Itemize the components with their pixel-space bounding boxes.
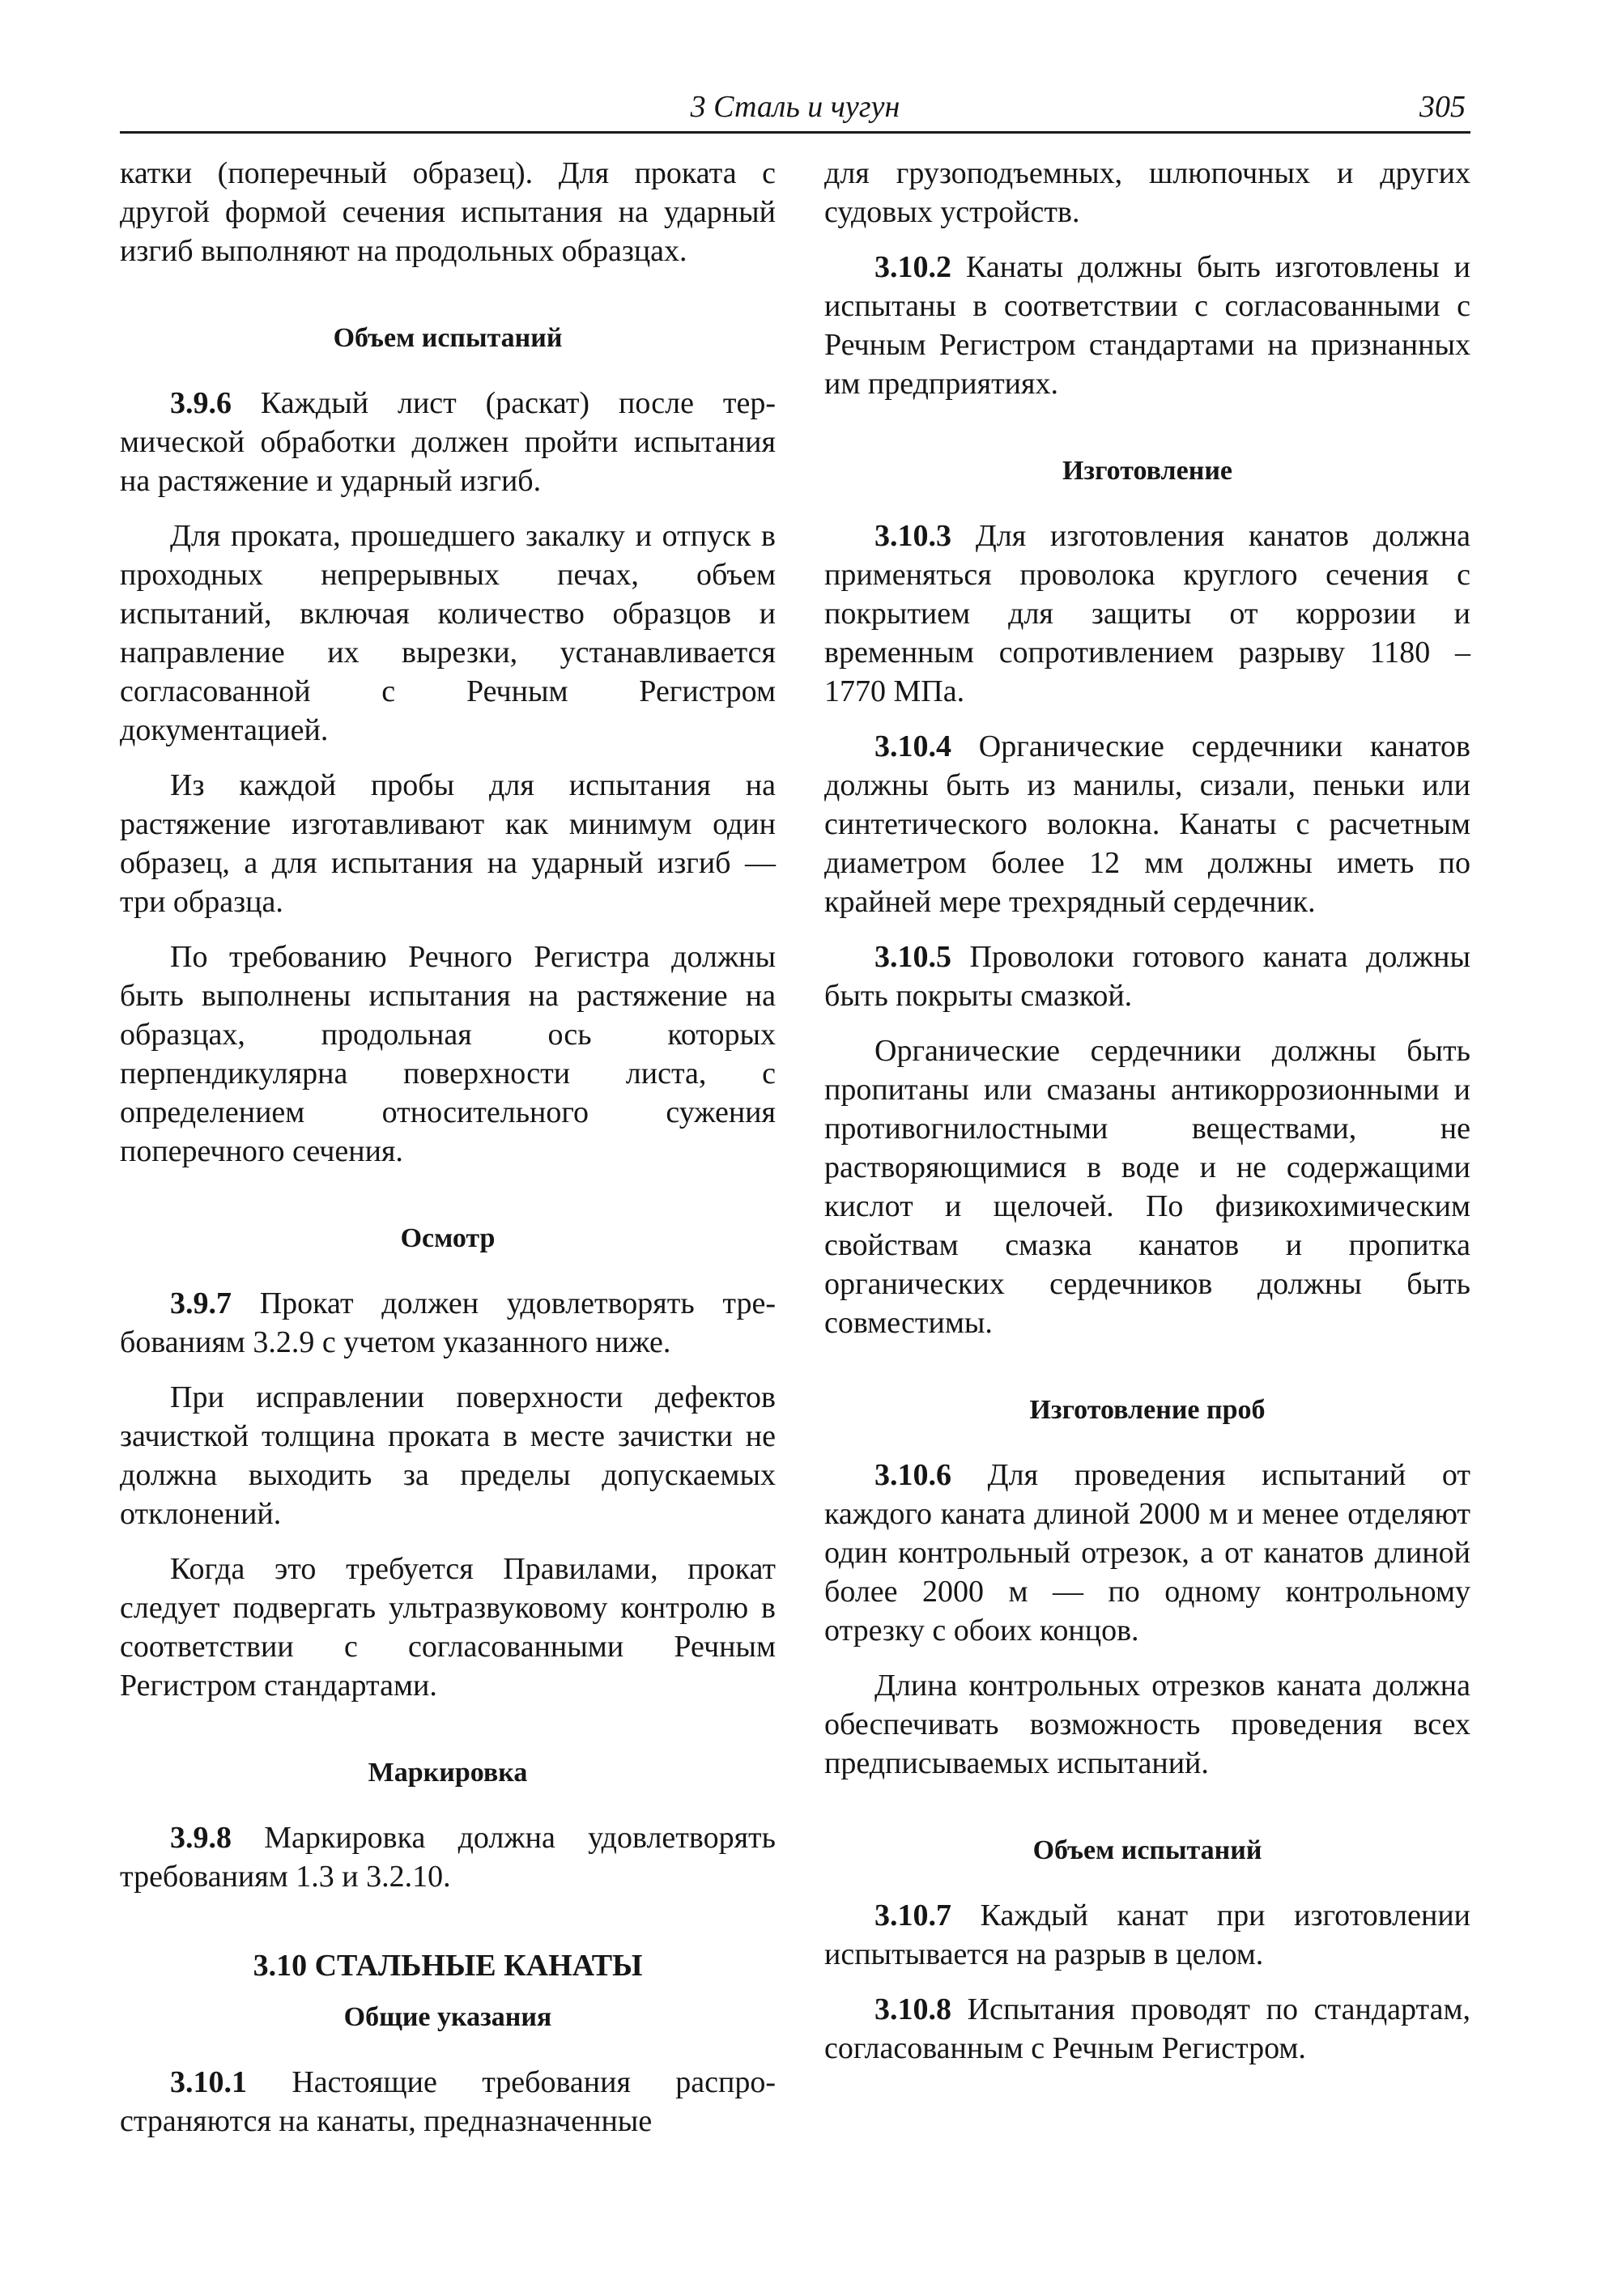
clause-number: 3.10.7 <box>874 1898 951 1932</box>
paragraph <box>120 2063 776 2141</box>
clause-number: 3.10.4 <box>874 729 951 763</box>
clause-number: 3.9.7 <box>170 1286 232 1320</box>
paragraph: Когда это требуется Правилами, прокат следует подвергать ультразвуковому контролю в соответствии с согласованными Речным Регистром стандартами. <box>120 1552 776 1703</box>
paragraph <box>824 1990 1470 2068</box>
clause-text: Каждый лист (раскат) после термической обработки должен пройти испытания на растяжение и ударный изгиб. <box>120 386 776 498</box>
page-header <box>120 81 1470 134</box>
paragraph <box>824 727 1470 921</box>
clause-number: 3.10.8 <box>874 1992 951 2026</box>
right-column <box>824 154 1470 2084</box>
clause-text: Настоящие требования распространяются на канаты, предназначенные <box>120 2065 776 2138</box>
paragraph: для грузоподъемных, шлюпочных и других судовых устройств. <box>824 156 1470 229</box>
paragraph: катки (поперечный образец). Для проката с другой формой сечения испытания на ударный изгиб выполняют на продольных образцах. <box>120 156 776 268</box>
paragraph: По требованию Речного Регистра должны быть выполнены испытания на растяжение на образцах, продольная ось которых перпендикулярна поверхности листа, с определением относительного сужения поперечного сечения. <box>120 940 776 1168</box>
clause-text: Каждый канат при изготовлении испытывается на разрыв в целом. <box>824 1898 1470 1971</box>
section-heading: Объем испытаний <box>1032 1835 1262 1865</box>
section-heading: Объем испытаний <box>333 323 563 353</box>
section-heading: Изготовление проб <box>1029 1395 1266 1425</box>
left-column <box>120 154 776 2157</box>
paragraph <box>824 517 1470 711</box>
section-heading: Маркировка <box>368 1758 528 1788</box>
clause-text: Прокат должен удовлетворять требованиям 3.2.9 с учетом указанного ниже. <box>120 1286 776 1359</box>
clause-text: Проволоки готового каната должны быть покрыты смазкой. <box>824 940 1470 1013</box>
chapter-heading: 3.10 СТАЛЬНЫЕ КАНАТЫ <box>253 1949 643 1983</box>
clause-text: Испытания проводят по стандартам, согласованным с Речным Регистром. <box>824 1992 1470 2065</box>
section-heading: Осмотр <box>400 1223 496 1253</box>
paragraph <box>824 248 1470 403</box>
clause-text: Маркировка должна удовлетворять требованиям 1.3 и 3.2.10. <box>120 1821 776 1894</box>
paragraph <box>824 1456 1470 1650</box>
clause-number: 3.10.1 <box>170 2065 247 2099</box>
clause-number: 3.9.6 <box>170 386 232 420</box>
page-number: 305 <box>1419 90 1466 124</box>
paragraph <box>824 1896 1470 1974</box>
clause-text: Для проведения испытаний от каждого каната длиной 2000 м и менее отделяют один контрольный отрезок, а от канатов длиной более 2000 м — по одному контрольному отрезку с обоих концов. <box>824 1458 1470 1648</box>
clause-number: 3.10.5 <box>874 940 951 974</box>
clause-number: 3.10.3 <box>874 519 951 553</box>
paragraph: При исправлении поверхности дефектов зачисткой толщина проката в месте зачистки не должна выходить за пределы допускаемых отклонений. <box>120 1380 776 1531</box>
paragraph <box>120 384 776 500</box>
paragraph: Длина контрольных отрезков каната должна обеспечивать возможность проведения всех предписываемых испытаний. <box>824 1669 1470 1780</box>
clause-text: Для изготовления канатов должна применяться проволока круглого сечения с покрытием для защиты от коррозии и временным сопротивлением разрыву 1180 – 1770 МПа. <box>824 519 1470 708</box>
clause-text: Органические сердечники канатов должны быть из манилы, сизали, пеньки или синтетического волокна. Канаты с расчетным диаметром более 12 мм должны иметь по крайней мере трехрядный сердечник. <box>824 729 1470 919</box>
section-heading: Общие указания <box>343 2002 552 2032</box>
paragraph <box>120 1818 776 1896</box>
paragraph <box>824 938 1470 1015</box>
section-heading: Изготовление <box>1062 456 1232 486</box>
paragraph: Для проката, прошедшего закалку и отпуск в проходных непрерывных печах, объем испытаний, включая количество образцов и направление их вырезки, устанавливается согласованной с Речным Регистром документацией. <box>120 519 776 747</box>
paragraph: Из каждой пробы для испытания на растяжение изготавливают как минимум один образец, а для испытания на ударный изгиб — три образца. <box>120 768 776 919</box>
paragraph: Органические сердечники должны быть пропитаны или смазаны антикоррозионными и противогнилостными веществами, не растворяющимися в воде и не содержащими кислот и щелочей. По физикохимическим свойствам смазка канатов и пропитка органических сердечников должны быть совместимы. <box>824 1034 1470 1340</box>
running-title: 3 Сталь и чугун <box>690 90 900 124</box>
clause-number: 3.9.8 <box>170 1821 232 1855</box>
clause-number: 3.10.2 <box>874 250 951 284</box>
clause-text: Канаты должны быть изготовлены и испытаны в соответствии с согласованными с Речным Регистром стандартами на признанных им предприятиях. <box>824 250 1470 401</box>
clause-number: 3.10.6 <box>874 1458 951 1492</box>
paragraph <box>120 1284 776 1362</box>
